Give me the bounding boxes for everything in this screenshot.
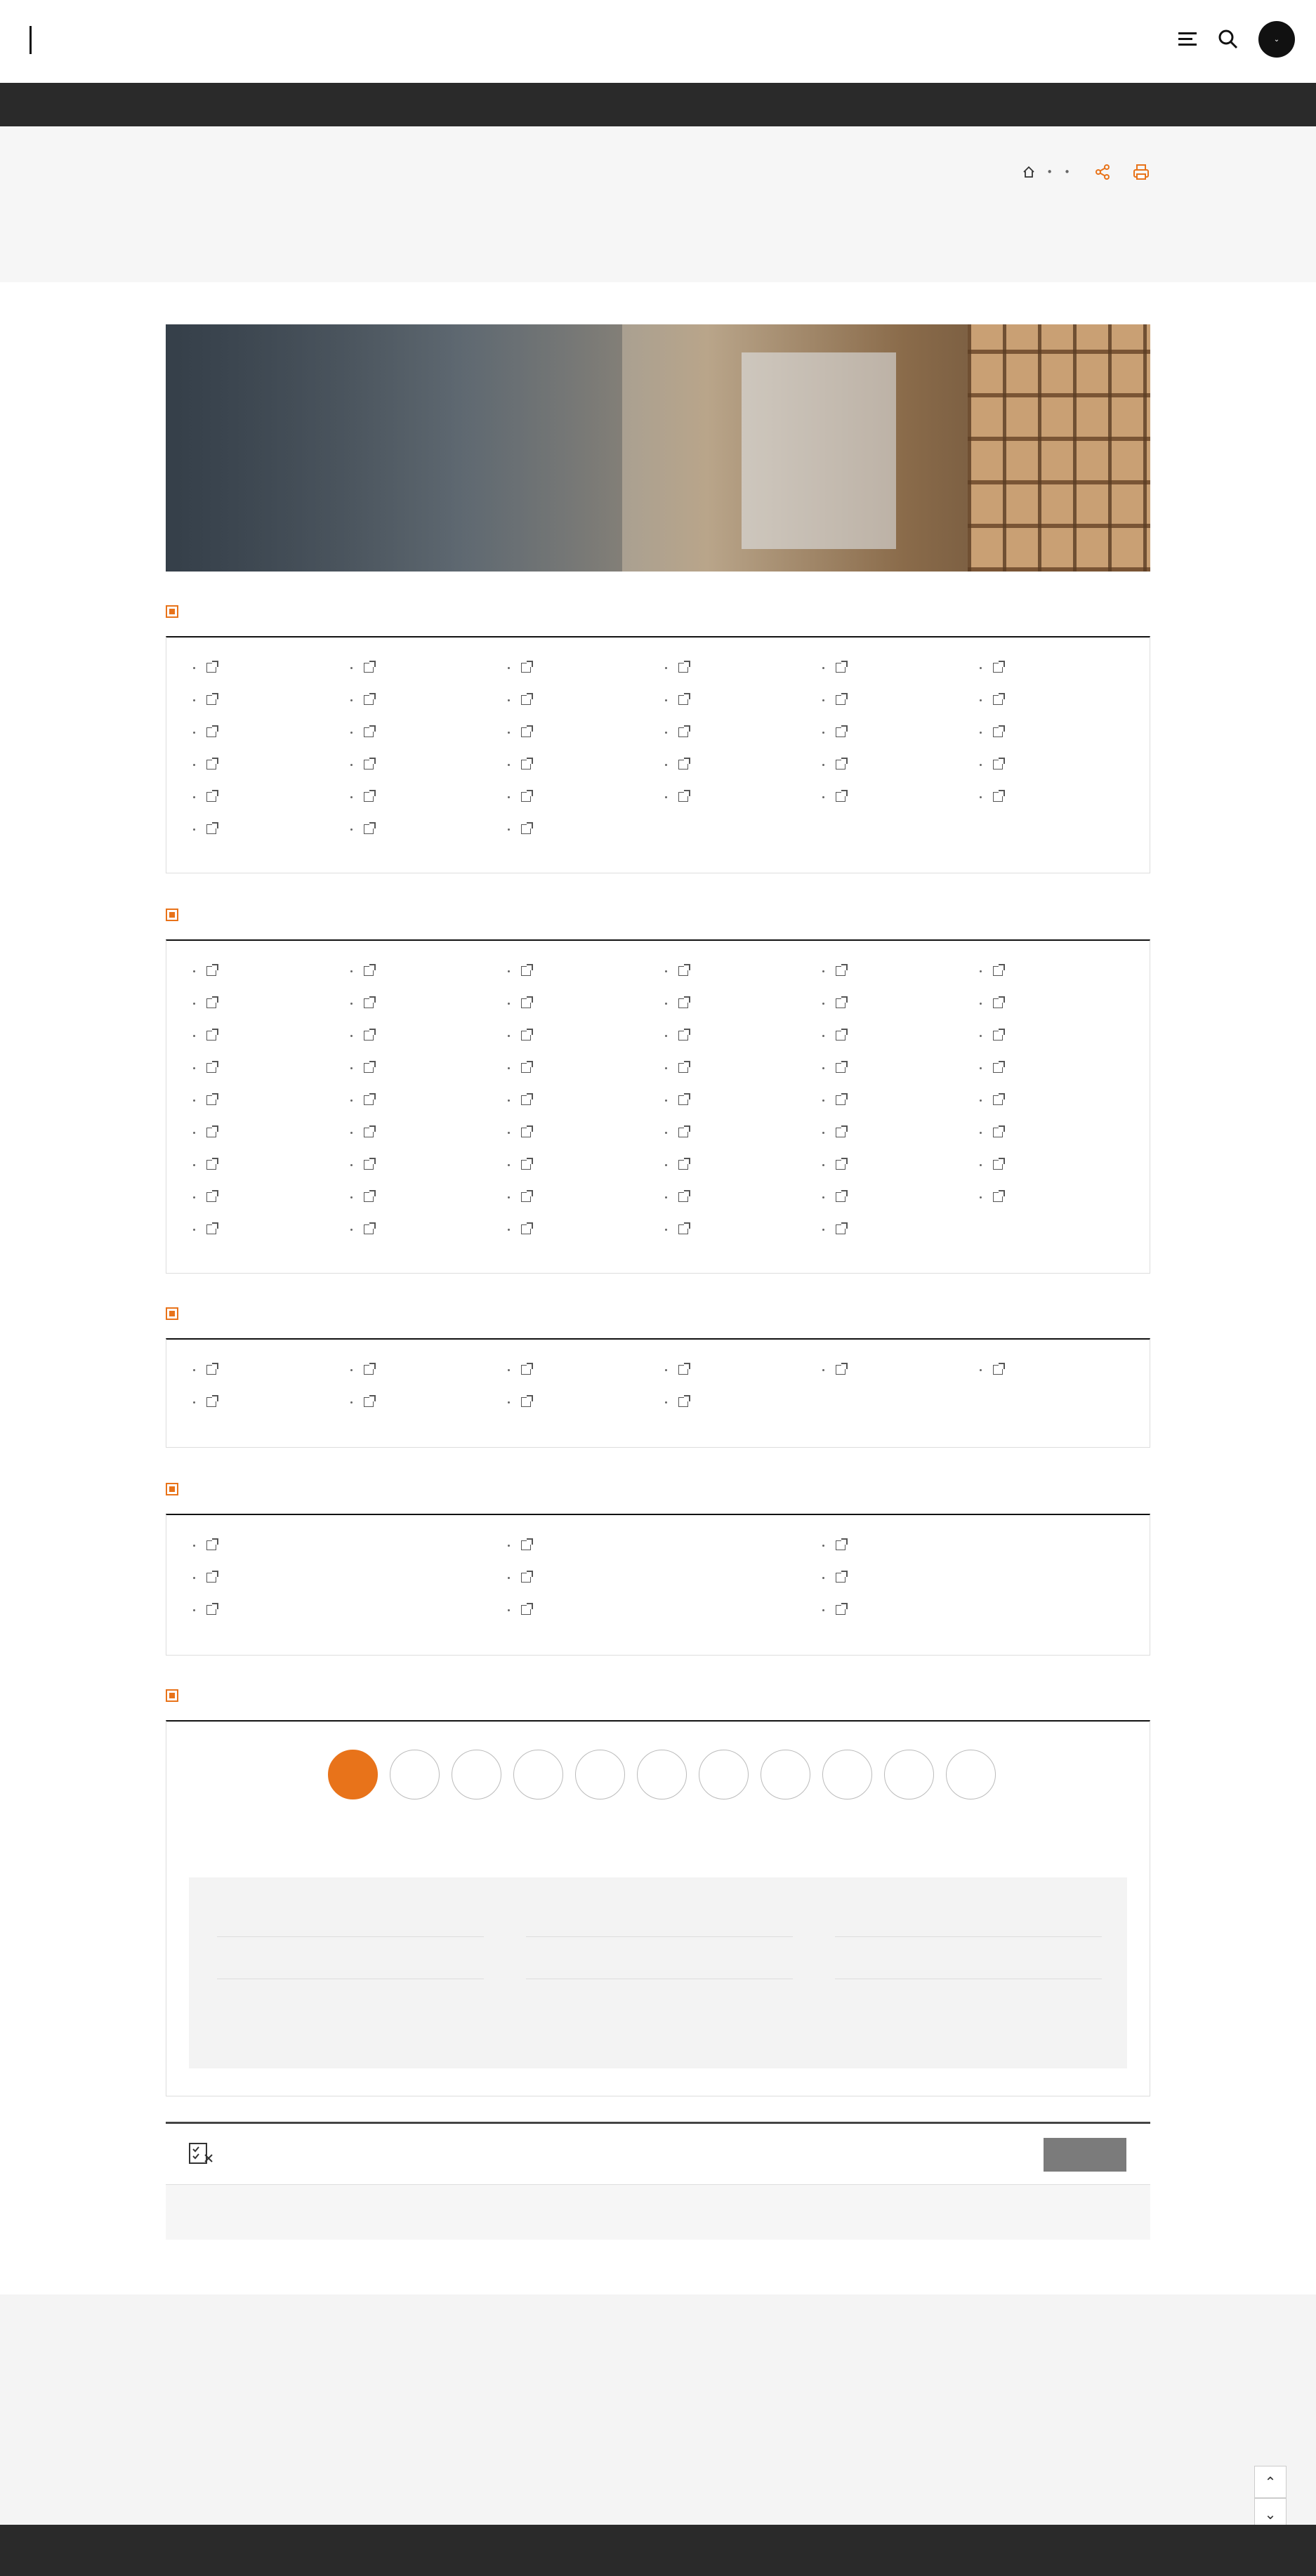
external-link-item[interactable] bbox=[822, 727, 845, 737]
external-link-item[interactable] bbox=[822, 998, 845, 1008]
external-link-icon bbox=[206, 1224, 216, 1234]
external-link-item[interactable] bbox=[193, 1031, 216, 1041]
external-link-icon bbox=[836, 663, 845, 673]
external-link-item[interactable] bbox=[350, 1063, 374, 1073]
external-link-item[interactable] bbox=[193, 1540, 216, 1550]
external-link-item[interactable] bbox=[193, 695, 216, 705]
external-link-icon bbox=[678, 998, 688, 1008]
external-link-icon bbox=[521, 1063, 531, 1073]
row-divider bbox=[526, 1936, 793, 1937]
external-link-icon bbox=[678, 1224, 688, 1234]
external-link-icon bbox=[836, 727, 845, 737]
external-link-item[interactable] bbox=[350, 1365, 374, 1375]
external-link-icon bbox=[206, 1192, 216, 1202]
external-link-item[interactable] bbox=[508, 1365, 531, 1375]
external-link-item[interactable] bbox=[508, 1063, 531, 1073]
external-link-item[interactable] bbox=[822, 1224, 845, 1234]
external-link-item[interactable] bbox=[193, 1605, 216, 1615]
external-link-item[interactable] bbox=[193, 727, 216, 737]
external-link-item[interactable] bbox=[193, 663, 216, 673]
external-link-item[interactable] bbox=[822, 966, 845, 976]
external-link-item[interactable] bbox=[665, 998, 688, 1008]
external-link-icon bbox=[364, 727, 374, 737]
row-divider bbox=[835, 1936, 1102, 1937]
external-link-item[interactable] bbox=[665, 1160, 688, 1170]
external-link-icon bbox=[364, 966, 374, 976]
external-link-item[interactable] bbox=[508, 760, 531, 770]
external-link-icon bbox=[993, 1095, 1003, 1105]
external-link-icon bbox=[678, 727, 688, 737]
external-link-icon bbox=[364, 695, 374, 705]
breadcrumb bbox=[1022, 163, 1150, 181]
district-tab[interactable] bbox=[822, 1750, 872, 1799]
external-link-icon bbox=[678, 1095, 688, 1105]
overseas-list bbox=[166, 939, 1150, 1274]
site-header bbox=[0, 0, 1316, 83]
external-link-item[interactable] bbox=[980, 1063, 1003, 1073]
external-link-item[interactable] bbox=[508, 663, 531, 673]
external-link-item[interactable] bbox=[822, 1605, 845, 1615]
external-link-icon bbox=[206, 760, 216, 770]
district-tab[interactable] bbox=[513, 1750, 563, 1799]
external-link-icon bbox=[993, 1365, 1003, 1375]
external-link-icon bbox=[678, 792, 688, 802]
external-link-icon bbox=[521, 1365, 531, 1375]
external-link-icon bbox=[678, 1128, 688, 1137]
manager-info bbox=[190, 2206, 206, 2219]
external-link-icon bbox=[364, 824, 374, 834]
external-link-icon bbox=[993, 792, 1003, 802]
footer-address bbox=[166, 2544, 203, 2556]
univ-list bbox=[166, 1514, 1150, 1656]
external-link-icon bbox=[521, 1031, 531, 1041]
external-link-icon bbox=[521, 1095, 531, 1105]
external-link-icon bbox=[836, 1031, 845, 1041]
external-link-icon bbox=[206, 663, 216, 673]
external-link-icon bbox=[993, 695, 1003, 705]
sub-nav bbox=[0, 83, 1316, 126]
external-link-item[interactable] bbox=[508, 998, 531, 1008]
external-link-item[interactable] bbox=[350, 1224, 374, 1234]
external-link-item[interactable] bbox=[980, 1160, 1003, 1170]
external-link-icon bbox=[206, 1128, 216, 1137]
external-link-item[interactable] bbox=[665, 760, 688, 770]
external-link-icon bbox=[206, 1160, 216, 1170]
external-link-icon bbox=[521, 1573, 531, 1583]
external-link-icon bbox=[364, 1063, 374, 1073]
external-link-item[interactable] bbox=[508, 1397, 531, 1407]
external-link-item[interactable] bbox=[665, 1397, 688, 1407]
external-link-icon bbox=[521, 663, 531, 673]
external-link-icon bbox=[678, 1365, 688, 1375]
external-link-item[interactable] bbox=[665, 1224, 688, 1234]
external-link-item[interactable] bbox=[508, 824, 531, 834]
external-link-icon bbox=[678, 663, 688, 673]
section-title-domestic bbox=[166, 605, 187, 618]
external-link-icon bbox=[206, 824, 216, 834]
external-link-item[interactable] bbox=[822, 1573, 845, 1583]
district-tab[interactable] bbox=[575, 1750, 625, 1799]
external-link-item[interactable] bbox=[508, 1192, 531, 1202]
language-selector[interactable] bbox=[1258, 21, 1295, 58]
search-icon[interactable] bbox=[1218, 29, 1239, 50]
external-link-icon bbox=[836, 966, 845, 976]
external-link-icon bbox=[521, 1605, 531, 1615]
external-link-item[interactable] bbox=[193, 1160, 216, 1170]
external-link-icon bbox=[521, 1397, 531, 1407]
external-link-icon bbox=[364, 998, 374, 1008]
banner-image-door bbox=[742, 352, 896, 549]
external-link-item[interactable] bbox=[193, 966, 216, 976]
district-tab[interactable] bbox=[699, 1750, 749, 1799]
external-link-item[interactable] bbox=[822, 1192, 845, 1202]
external-link-icon bbox=[678, 1063, 688, 1073]
external-link-item[interactable] bbox=[350, 1095, 374, 1105]
external-link-icon bbox=[993, 1192, 1003, 1202]
external-link-icon bbox=[521, 824, 531, 834]
external-link-icon bbox=[836, 1605, 845, 1615]
external-link-icon bbox=[364, 1031, 374, 1041]
external-link-item[interactable] bbox=[665, 663, 688, 673]
home-icon[interactable] bbox=[1022, 166, 1035, 178]
external-link-item[interactable] bbox=[980, 663, 1003, 673]
external-link-icon bbox=[364, 1192, 374, 1202]
external-link-item[interactable] bbox=[193, 1573, 216, 1583]
scroll-top-button[interactable]: ⌃ bbox=[1254, 2466, 1287, 2498]
external-link-icon bbox=[836, 1192, 845, 1202]
external-link-icon bbox=[206, 1031, 216, 1041]
external-link-item[interactable] bbox=[508, 1605, 531, 1615]
chevron-down-icon: ⌄ bbox=[1273, 35, 1280, 44]
external-link-item[interactable] bbox=[508, 1160, 531, 1170]
external-link-item[interactable] bbox=[980, 695, 1003, 705]
share-icon[interactable] bbox=[1094, 164, 1111, 180]
domestic-list bbox=[166, 636, 1150, 873]
external-link-icon bbox=[993, 1160, 1003, 1170]
external-link-item[interactable] bbox=[350, 966, 374, 976]
external-link-item[interactable] bbox=[193, 1128, 216, 1137]
external-link-icon bbox=[521, 695, 531, 705]
external-link-item[interactable] bbox=[665, 1031, 688, 1041]
external-link-item[interactable] bbox=[822, 760, 845, 770]
banner-overlay bbox=[166, 324, 622, 572]
external-link-icon bbox=[836, 760, 845, 770]
external-link-icon bbox=[206, 727, 216, 737]
logo[interactable] bbox=[20, 20, 41, 60]
external-link-icon bbox=[206, 1573, 216, 1583]
district-tab[interactable] bbox=[328, 1750, 378, 1799]
external-link-icon bbox=[521, 792, 531, 802]
district-tab[interactable] bbox=[946, 1750, 996, 1799]
external-link-icon bbox=[364, 1224, 374, 1234]
external-link-icon bbox=[836, 695, 845, 705]
external-link-item[interactable] bbox=[980, 1365, 1003, 1375]
external-link-icon bbox=[206, 966, 216, 976]
external-link-item[interactable] bbox=[350, 727, 374, 737]
breadcrumb-sep: • bbox=[1064, 166, 1070, 178]
external-link-icon bbox=[364, 1095, 374, 1105]
menu-icon[interactable] bbox=[1177, 29, 1198, 50]
external-link-icon bbox=[993, 1063, 1003, 1073]
external-link-item[interactable] bbox=[350, 1160, 374, 1170]
print-icon[interactable] bbox=[1132, 163, 1150, 181]
district-tabs bbox=[328, 1750, 996, 1799]
magazine-list bbox=[166, 1338, 1150, 1448]
external-link-icon bbox=[364, 792, 374, 802]
external-link-item[interactable] bbox=[193, 760, 216, 770]
external-link-icon bbox=[364, 760, 374, 770]
external-link-item[interactable] bbox=[193, 1095, 216, 1105]
external-link-icon bbox=[521, 1128, 531, 1137]
external-link-icon bbox=[993, 663, 1003, 673]
external-link-item[interactable] bbox=[980, 1095, 1003, 1105]
external-link-item[interactable] bbox=[508, 1224, 531, 1234]
external-link-item[interactable] bbox=[508, 1095, 531, 1105]
external-link-icon bbox=[521, 727, 531, 737]
external-link-icon bbox=[678, 1192, 688, 1202]
external-link-icon bbox=[993, 966, 1003, 976]
external-link-icon bbox=[206, 1397, 216, 1407]
scroll-bottom-button[interactable]: ⌄ bbox=[1254, 2498, 1287, 2530]
site-footer bbox=[0, 2294, 1316, 2525]
external-link-icon bbox=[521, 1540, 531, 1550]
external-link-icon bbox=[364, 1397, 374, 1407]
external-link-item[interactable] bbox=[665, 1095, 688, 1105]
external-link-item[interactable] bbox=[350, 1397, 374, 1407]
external-link-item[interactable] bbox=[350, 695, 374, 705]
sub-header bbox=[0, 126, 1316, 282]
external-link-item[interactable] bbox=[350, 663, 374, 673]
hero-banner bbox=[166, 324, 1150, 572]
section-title-gallery bbox=[166, 1689, 187, 1702]
external-link-item[interactable] bbox=[508, 1573, 531, 1583]
header-icons bbox=[1177, 21, 1295, 58]
external-link-icon bbox=[836, 1160, 845, 1170]
external-link-item[interactable] bbox=[980, 1192, 1003, 1202]
external-link-item[interactable] bbox=[193, 1192, 216, 1202]
external-link-icon bbox=[993, 760, 1003, 770]
external-link-icon bbox=[206, 998, 216, 1008]
external-link-item[interactable] bbox=[350, 1031, 374, 1041]
external-link-icon bbox=[206, 792, 216, 802]
external-link-icon bbox=[678, 760, 688, 770]
external-link-item[interactable] bbox=[508, 727, 531, 737]
external-link-item[interactable] bbox=[822, 1031, 845, 1041]
external-link-icon bbox=[836, 1540, 845, 1550]
external-link-icon bbox=[993, 1128, 1003, 1137]
banner-image-shelf-lines bbox=[968, 324, 1150, 572]
external-link-item[interactable] bbox=[508, 695, 531, 705]
page-info bbox=[166, 2185, 1150, 2240]
external-link-item[interactable] bbox=[350, 1192, 374, 1202]
external-link-item[interactable] bbox=[665, 966, 688, 976]
external-link-icon bbox=[836, 1573, 845, 1583]
external-link-item[interactable] bbox=[980, 792, 1003, 802]
external-link-item[interactable] bbox=[508, 792, 531, 802]
external-link-icon bbox=[836, 1095, 845, 1105]
external-link-icon bbox=[521, 966, 531, 976]
category-tabs bbox=[166, 240, 194, 252]
external-link-icon bbox=[206, 1605, 216, 1615]
external-link-item[interactable] bbox=[980, 727, 1003, 737]
survey-icon bbox=[187, 2139, 215, 2167]
external-link-item[interactable] bbox=[665, 1365, 688, 1375]
logo-divider bbox=[29, 26, 32, 54]
district-tab[interactable] bbox=[637, 1750, 687, 1799]
external-link-icon bbox=[836, 1128, 845, 1137]
external-link-item[interactable] bbox=[980, 966, 1003, 976]
external-link-icon bbox=[678, 1397, 688, 1407]
external-link-icon bbox=[678, 1031, 688, 1041]
external-link-icon bbox=[364, 1365, 374, 1375]
external-link-icon bbox=[206, 1095, 216, 1105]
row-divider bbox=[217, 1936, 484, 1937]
external-link-icon bbox=[521, 1160, 531, 1170]
external-link-item[interactable] bbox=[665, 695, 688, 705]
external-link-item[interactable] bbox=[665, 792, 688, 802]
external-link-icon bbox=[836, 792, 845, 802]
external-link-icon bbox=[521, 1224, 531, 1234]
external-link-item[interactable] bbox=[980, 1128, 1003, 1137]
external-link-item[interactable] bbox=[350, 824, 374, 834]
external-link-item[interactable] bbox=[508, 1128, 531, 1137]
external-link-icon bbox=[836, 998, 845, 1008]
section-bullet-icon bbox=[166, 1483, 178, 1495]
external-link-icon bbox=[836, 1365, 845, 1375]
external-link-item[interactable] bbox=[665, 1128, 688, 1137]
section-bullet-icon bbox=[166, 1307, 178, 1320]
external-link-icon bbox=[206, 1365, 216, 1375]
external-link-item[interactable] bbox=[193, 1397, 216, 1407]
external-link-icon bbox=[993, 1031, 1003, 1041]
external-link-item[interactable] bbox=[822, 1365, 845, 1375]
external-link-item[interactable] bbox=[193, 998, 216, 1008]
gallery-section bbox=[166, 1720, 1150, 2096]
external-link-icon bbox=[364, 1160, 374, 1170]
external-link-icon bbox=[206, 695, 216, 705]
external-link-icon bbox=[521, 760, 531, 770]
external-link-item[interactable] bbox=[822, 1095, 845, 1105]
external-link-item[interactable] bbox=[193, 1365, 216, 1375]
submit-rating-button[interactable] bbox=[1044, 2138, 1126, 2172]
external-link-icon bbox=[521, 998, 531, 1008]
external-link-item[interactable] bbox=[822, 663, 845, 673]
external-link-item[interactable] bbox=[822, 695, 845, 705]
external-link-item[interactable] bbox=[822, 1540, 845, 1550]
satisfaction-survey bbox=[166, 2122, 1150, 2185]
external-link-item[interactable] bbox=[665, 1063, 688, 1073]
external-link-item[interactable] bbox=[822, 1063, 845, 1073]
external-link-item[interactable] bbox=[350, 760, 374, 770]
external-link-item[interactable] bbox=[980, 998, 1003, 1008]
external-link-item[interactable] bbox=[508, 966, 531, 976]
section-bullet-icon bbox=[166, 605, 178, 618]
external-link-item[interactable] bbox=[193, 792, 216, 802]
section-title-magazine bbox=[166, 1307, 187, 1320]
external-link-icon bbox=[678, 966, 688, 976]
external-link-item[interactable] bbox=[665, 727, 688, 737]
external-link-item[interactable] bbox=[822, 1160, 845, 1170]
external-link-icon bbox=[206, 1540, 216, 1550]
district-tab[interactable] bbox=[390, 1750, 440, 1799]
district-tab[interactable] bbox=[884, 1750, 934, 1799]
external-link-icon bbox=[521, 1192, 531, 1202]
external-link-icon bbox=[206, 1063, 216, 1073]
copyright-bar bbox=[0, 2525, 1316, 2576]
external-link-item[interactable] bbox=[980, 760, 1003, 770]
external-link-item[interactable] bbox=[980, 1031, 1003, 1041]
district-tab[interactable] bbox=[761, 1750, 810, 1799]
external-link-item[interactable] bbox=[508, 1031, 531, 1041]
external-link-icon bbox=[993, 727, 1003, 737]
section-title-overseas bbox=[166, 909, 187, 921]
external-link-icon bbox=[364, 1128, 374, 1137]
external-link-item[interactable] bbox=[822, 1128, 845, 1137]
external-link-icon bbox=[836, 1063, 845, 1073]
external-link-icon bbox=[836, 1224, 845, 1234]
external-link-icon bbox=[364, 663, 374, 673]
external-link-item[interactable] bbox=[508, 1540, 531, 1550]
external-link-item[interactable] bbox=[350, 1128, 374, 1137]
district-tab[interactable] bbox=[452, 1750, 501, 1799]
external-link-item[interactable] bbox=[193, 1063, 216, 1073]
update-info bbox=[1106, 2206, 1126, 2219]
external-link-icon bbox=[678, 695, 688, 705]
external-link-item[interactable] bbox=[350, 998, 374, 1008]
section-bullet-icon bbox=[166, 1689, 178, 1702]
breadcrumb-sep: • bbox=[1046, 166, 1053, 178]
gallery-table bbox=[189, 1877, 1127, 2068]
external-link-item[interactable] bbox=[193, 824, 216, 834]
external-link-item[interactable] bbox=[665, 1192, 688, 1202]
external-link-item[interactable] bbox=[822, 792, 845, 802]
external-link-icon bbox=[678, 1160, 688, 1170]
section-bullet-icon bbox=[166, 909, 178, 921]
external-link-item[interactable] bbox=[193, 1224, 216, 1234]
section-title-univ bbox=[166, 1483, 187, 1495]
external-link-icon bbox=[993, 998, 1003, 1008]
external-link-item[interactable] bbox=[350, 792, 374, 802]
